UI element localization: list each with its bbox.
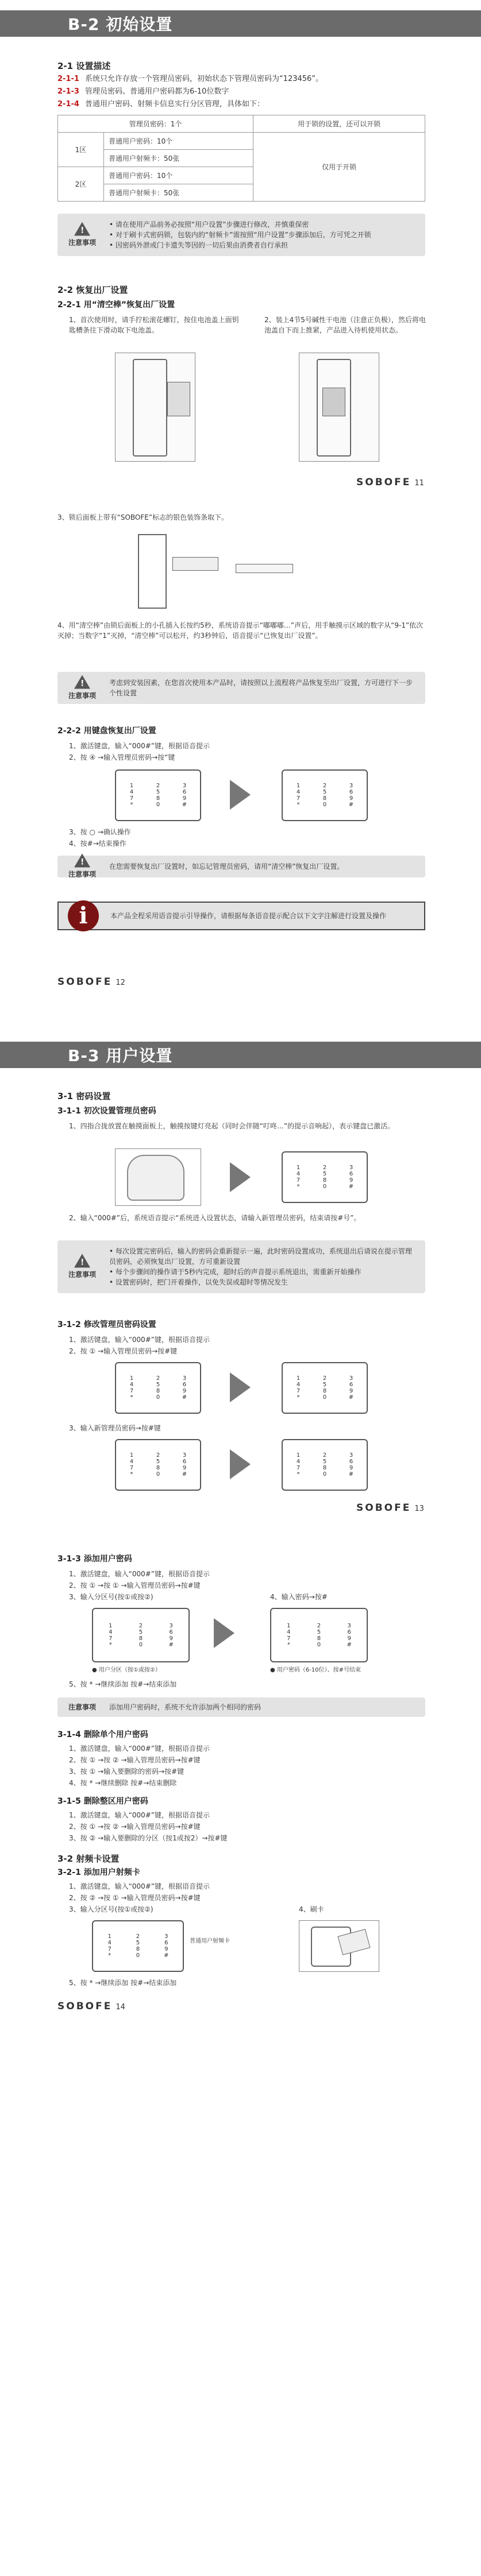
- keypad-key: *: [297, 1471, 300, 1477]
- keypad-key: #: [347, 1641, 352, 1648]
- keypad-key: 5: [322, 1382, 327, 1388]
- heading-2-2-2: 2-2-2 用键盘恢复出厂设置: [57, 726, 156, 736]
- keypad-key: 3: [169, 1622, 173, 1629]
- keypad-key: 4: [129, 789, 134, 795]
- d-step-2: 2、按 ① →按 ② →输入管理员密码→按#键: [69, 1756, 201, 1764]
- step-3-text: 3、锁后面板上带有“SOBOFE”标志的银色装饰条取下。: [57, 513, 229, 521]
- keypad-key: *: [109, 1641, 112, 1648]
- keypad-key: 1: [129, 783, 134, 789]
- keypad-key: 4: [296, 1382, 301, 1388]
- p-step-1: 1、四指合拢放置在触摸面板上，触摸按键灯亮起（同时会伴随“叮咚…”的提示音响起），表示键盘已激活。: [69, 1122, 395, 1130]
- keypad-key: 7: [287, 1635, 291, 1642]
- hand-touch-illustration: [115, 1148, 201, 1206]
- keypad-key: 3: [182, 1452, 187, 1459]
- keypad-key: 3: [182, 1375, 187, 1382]
- keypad-key: 7: [129, 795, 134, 802]
- a-step-3: 3、输入分区号(按①或按②): [69, 1593, 153, 1601]
- keypad-key: 7: [129, 1465, 134, 1471]
- c-step-2: 2、按 ② →按 ① →输入管理员密码→按#键: [69, 1894, 201, 1902]
- c-step-3: 3、输入分区号(按①或按②): [69, 1905, 153, 1913]
- a-caption-2: ● 用户密码（6-10位）、按#号结束: [270, 1667, 361, 1673]
- keypad-key: 5: [317, 1629, 321, 1635]
- keypad-key: 2: [156, 783, 160, 789]
- keypad-key: 7: [296, 1388, 301, 1394]
- item-2-1-3: 2-1-3 管理员密码、普通用户密码都为6-10位数字: [57, 87, 229, 96]
- keypad-key: #: [348, 1394, 354, 1401]
- a-step-5: 5、按 * →继续添加 按#→结束添加: [69, 1680, 177, 1688]
- brand-logo-p12: SOBOFE 12: [57, 976, 125, 988]
- keypad-key: 1: [129, 1452, 134, 1459]
- keypad-key: 7: [296, 1177, 301, 1183]
- keypad-key: 5: [136, 1940, 140, 1946]
- note-box-3: ! 注意事项 在您需要恢复出厂设置时，如忘记管理员密码，请用“清空棒”恢复出厂设置。: [57, 856, 425, 877]
- keypad-key: 4: [129, 1382, 134, 1388]
- keypad-key: 0: [322, 1183, 327, 1190]
- keypad-key: #: [182, 802, 187, 808]
- battery-install-illustration: [299, 353, 379, 462]
- keypad-key: 8: [317, 1635, 321, 1642]
- d-step-3: 3、按 ① →输入要删除的密码→按#键: [69, 1767, 184, 1776]
- keypad-key: 8: [156, 1388, 160, 1394]
- heading-3-1-3: 3-1-3 添加用户密码: [57, 1554, 132, 1564]
- step-4-text: 4、用“清空棒”由锁后面板上的小孔插入长按约5秒，系统语音提示“嘟嘟嘟…”声后，用手触摸示区域的数字从“9-1”依次灭掉；当数字“1”灭掉，“清空棒”可以松开，约3秒钟后，语音提示“已恢复出厂设置”。: [57, 621, 424, 640]
- keypad-key: 5: [156, 789, 160, 795]
- keypad-key: 9: [182, 1388, 187, 1394]
- k-step-3: 3、按 ○ →确认操作: [69, 828, 131, 836]
- e-step-2: 2、按 ① →按 ② →输入管理员密码→按#键: [69, 1823, 201, 1831]
- keypad-key: 2: [322, 783, 327, 789]
- warning-icon: ! 注意事项: [64, 854, 100, 880]
- keypad-key: 9: [349, 1465, 353, 1471]
- keypad-key: 1: [129, 1375, 134, 1382]
- keypad-key: 8: [322, 1177, 327, 1183]
- keypad-illustration: [115, 1439, 201, 1491]
- keypad-key: 1: [287, 1622, 291, 1629]
- keypad-key: 9: [349, 1177, 353, 1183]
- keypad-key: 2: [156, 1375, 160, 1382]
- keypad-key: 3: [349, 1165, 353, 1171]
- keypad-key: 6: [182, 1459, 187, 1465]
- keypad-key: #: [182, 1394, 187, 1401]
- keypad-illustration: [282, 769, 368, 821]
- keypad-key: 2: [317, 1622, 321, 1629]
- keypad-illustration: [92, 1608, 190, 1662]
- section-band-b3: B-3 用户设置: [0, 1042, 481, 1068]
- section-band-b2: B-2 初始设置: [0, 10, 481, 37]
- k-step-1: 1、激活键盘，输入“000#”键，根据语音提示: [69, 742, 210, 750]
- keypad-key: 1: [296, 1452, 301, 1459]
- keypad-key: 5: [156, 1459, 160, 1465]
- keypad-key: 7: [129, 1388, 134, 1394]
- heading-3-1-2: 3-1-2 修改管理员密码设置: [57, 1320, 156, 1329]
- keypad-key: 4: [109, 1629, 113, 1635]
- keypad-key: *: [297, 1394, 300, 1401]
- keypad-key: 0: [322, 1471, 327, 1477]
- p-step-2: 2、输入“000#”后，系统语音提示“系统进入设置状态，请输入新管理员密码，结束请按#号”。: [69, 1214, 361, 1222]
- keypad-key: 5: [156, 1382, 160, 1388]
- keypad-key: 0: [156, 1394, 160, 1401]
- keypad-key: 1: [296, 1165, 301, 1171]
- keypad-key: 4: [296, 1459, 301, 1465]
- heading-2-2-1: 2-2-1 用“清空棒”恢复出厂设置: [57, 300, 175, 310]
- keypad-key: 5: [322, 789, 327, 795]
- keypad-key: 1: [109, 1622, 113, 1629]
- warning-icon: ! 注意事项: [64, 1254, 100, 1280]
- keypad-key: 9: [349, 1388, 353, 1394]
- keypad-illustration: [282, 1362, 368, 1414]
- keypad-key: 2: [136, 1933, 140, 1940]
- arrow-right-icon: [230, 1449, 251, 1479]
- a-step-2: 2、按 ① →按 ① →输入管理员密码→按#键: [69, 1581, 201, 1589]
- keypad-key: *: [297, 1183, 300, 1190]
- note-box-5: 注意事项 添加用户密码时，系统不允许添加两个相同的密码: [57, 1697, 425, 1717]
- keypad-key: #: [164, 1952, 169, 1959]
- keypad-illustration: [92, 1920, 184, 1972]
- keypad-key: #: [182, 1471, 187, 1477]
- heading-3-2: 3-2 射频卡设置: [57, 1854, 120, 1864]
- keypad-key: 0: [156, 1471, 160, 1477]
- e-step-3: 3、按 ② →输入要删除的分区（按1或按2）→按#键: [69, 1834, 228, 1842]
- k-step-4: 4、按#→结束操作: [69, 840, 126, 848]
- keypad-key: #: [348, 1471, 354, 1477]
- keypad-key: 0: [322, 802, 327, 808]
- keypad-key: 2: [138, 1622, 143, 1629]
- keypad-key: 6: [169, 1629, 173, 1635]
- step-1-text: 1、首次使用时，请手拧松滚花螺钉，按住电池盖上面钥匙槽条往下滑动取下电池盖。: [69, 316, 239, 334]
- keypad-key: 4: [107, 1940, 111, 1946]
- keypad-key: 3: [164, 1933, 168, 1940]
- keypad-key: #: [348, 802, 354, 808]
- heading-2-2: 2-2 恢复出厂设置: [57, 285, 128, 295]
- keypad-key: 1: [296, 1375, 301, 1382]
- keypad-illustration: [270, 1608, 368, 1662]
- card-swipe-illustration: [299, 1920, 379, 1972]
- m-step-2: 2、按 ① →输入管理员密码→按#键: [69, 1347, 178, 1355]
- keypad-key: 9: [182, 795, 187, 802]
- keypad-key: 9: [182, 1465, 187, 1471]
- heading-3-2-1: 3-2-1 添加用户射频卡: [57, 1868, 140, 1877]
- keypad-key: 5: [138, 1629, 143, 1635]
- a-step-1: 1、激活键盘，输入“000#”键，根据语音提示: [69, 1570, 210, 1578]
- keypad-key: 9: [164, 1946, 168, 1952]
- keypad-key: *: [130, 1471, 133, 1477]
- arrow-right-icon: [230, 1162, 251, 1192]
- keypad-key: *: [130, 802, 133, 808]
- keypad-key: 8: [322, 1465, 327, 1471]
- k-step-2: 2、按 ④ →输入管理员密码→按“键: [69, 753, 175, 761]
- arrow-right-icon: [230, 780, 251, 810]
- keypad-illustration: [282, 1151, 368, 1203]
- keypad-key: 9: [349, 795, 353, 802]
- decor-strip-illustration: [115, 534, 322, 609]
- e-step-1: 1、激活键盘，输入“000#”键，根据语音提示: [69, 1811, 210, 1819]
- keypad-key: 6: [349, 1382, 353, 1388]
- keypad-key: *: [130, 1394, 133, 1401]
- m-step-1: 1、激活键盘，输入“000#”键，根据语音提示: [69, 1336, 210, 1344]
- keypad-key: *: [297, 802, 300, 808]
- keypad-key: 4: [296, 789, 301, 795]
- brand-logo-p13: SOBOFE 13: [356, 1502, 424, 1514]
- keypad-key: 6: [182, 1382, 187, 1388]
- keypad-key: *: [287, 1641, 290, 1648]
- keypad-key: 2: [322, 1375, 327, 1382]
- keypad-key: #: [168, 1641, 174, 1648]
- heading-3-1-5: 3-1-5 删除整区用户密码: [57, 1797, 148, 1806]
- keypad-key: 1: [107, 1933, 111, 1940]
- arrow-right-icon: [230, 1372, 251, 1402]
- warning-icon: ! 注意事项: [64, 675, 100, 701]
- keypad-key: 7: [107, 1946, 111, 1952]
- keypad-key: 0: [156, 802, 160, 808]
- keypad-key: 3: [347, 1622, 351, 1629]
- keypad-key: 6: [347, 1629, 351, 1635]
- keypad-key: 3: [349, 1452, 353, 1459]
- d-step-4: 4、按 * →继续删除 按#→结束删除: [69, 1779, 177, 1787]
- keypad-key: 6: [349, 1459, 353, 1465]
- keypad-key: 9: [347, 1635, 351, 1642]
- c-caption: 普通用户射频卡: [190, 1938, 230, 1944]
- keypad-key: 3: [349, 1375, 353, 1382]
- c-step-4: 4、刷卡: [299, 1905, 324, 1913]
- keypad-key: 6: [349, 789, 353, 795]
- keypad-key: 2: [322, 1452, 327, 1459]
- c-step-5: 5、按 * →继续添加 按#→结束添加: [69, 1979, 177, 1987]
- keypad-illustration: [115, 1362, 201, 1414]
- keypad-key: 8: [156, 1465, 160, 1471]
- item-2-1-4: 2-1-4 普通用户密码、射频卡信息实行分区管理，具体如下：: [57, 100, 264, 109]
- info-box: i 本产品全程采用语音提示引导操作，请根据每条语音提示配合以下文字注解进行设置及操作: [57, 902, 425, 930]
- keypad-key: 8: [138, 1635, 143, 1642]
- keypad-key: 8: [322, 1388, 327, 1394]
- keypad-key: 8: [136, 1946, 140, 1952]
- keypad-key: 2: [156, 1452, 160, 1459]
- keypad-key: 9: [169, 1635, 173, 1642]
- keypad-key: 3: [182, 783, 187, 789]
- keypad-key: 5: [322, 1171, 327, 1177]
- keypad-key: 4: [287, 1629, 291, 1635]
- heading-3-1-4: 3-1-4 删除单个用户密码: [57, 1730, 148, 1739]
- c-step-1: 1、激活键盘，输入“000#”键，根据语音提示: [69, 1882, 210, 1890]
- keypad-key: 1: [296, 783, 301, 789]
- m-step-3: 3、输入新管理员密码→按#键: [69, 1424, 161, 1432]
- info-icon: i: [68, 900, 99, 931]
- warning-icon: ! 注意事项: [64, 222, 100, 248]
- keypad-key: 6: [349, 1171, 353, 1177]
- note-box-4: ! 注意事项 • 每次设置完密码后，输入的密码会重新提示一遍，此时密码设置成功，系统退出后请说在提示管理员密码，必须恢复出厂设置，方可重新设置 • 每个步骤间的操作请于5秒内完成，超时后的声音提示系统退出，需重新开始操作 • 设置密码时，把门开着操作，以免失误或超时等情况发生: [57, 1240, 425, 1293]
- partition-table: 管理员密码：1个 用于锁的设置，还可以开锁 1区 普通用户密码：10个 仅用于开锁 普通用户射频卡：50张 2区 普通用户密码：10个 普通用户射频卡：50张: [57, 115, 425, 202]
- keypad-illustration: [282, 1439, 368, 1491]
- heading-3-1: 3-1 密码设置: [57, 1091, 111, 1101]
- keypad-key: 5: [322, 1459, 327, 1465]
- keypad-illustration: [115, 769, 201, 821]
- keypad-key: 7: [296, 795, 301, 802]
- item-2-1-1: 2-1-1 系统只允许存放一个管理员密码，初始状态下管理员密码为“123456”。: [57, 75, 324, 83]
- brand-logo-p14: SOBOFE 14: [57, 2001, 125, 2012]
- brand-logo-p11: SOBOFE 11: [356, 477, 424, 488]
- keypad-key: 8: [156, 795, 160, 802]
- keypad-key: 7: [109, 1635, 113, 1642]
- a-step-4: 4、输入密码→按#: [270, 1593, 328, 1601]
- step-2-text: 2、装上4节5号碱性干电池（注意正负极），然后将电池盖自下而上推紧，产品进入待机使用状态。: [264, 316, 426, 334]
- battery-cover-illustration: [115, 353, 195, 462]
- heading-2-1: 2-1 设置描述: [57, 61, 111, 71]
- keypad-key: 7: [296, 1465, 301, 1471]
- keypad-key: 4: [296, 1171, 301, 1177]
- heading-3-1-1: 3-1-1 初次设置管理员密码: [57, 1107, 156, 1116]
- keypad-key: 8: [322, 795, 327, 802]
- keypad-key: *: [108, 1952, 111, 1959]
- warning-icon: 注意事项: [68, 1703, 96, 1711]
- d-step-1: 1、激活键盘，输入“000#”键，根据语音提示: [69, 1745, 210, 1753]
- keypad-key: 4: [129, 1459, 134, 1465]
- keypad-key: 0: [322, 1394, 327, 1401]
- keypad-key: 6: [164, 1940, 168, 1946]
- keypad-key: #: [348, 1183, 354, 1190]
- keypad-key: 2: [322, 1165, 327, 1171]
- note-box-1: ! 注意事项 • 请在使用产品前务必按照“用户设置”步骤进行修改，并慎重保密 • 对于刷卡式密码锁，包装内的“射频卡”需按照“用户设置”步骤添加后，方可凭之开锁 • 因密码外泄或门卡遗失等因的一切后果由消费者自行承担: [57, 214, 425, 256]
- keypad-key: 0: [317, 1641, 321, 1648]
- keypad-key: 0: [138, 1641, 143, 1648]
- arrow-right-icon: [214, 1618, 234, 1648]
- a-caption-1: ● 用户分区（按①或按②）: [92, 1667, 161, 1673]
- note-box-2: ! 注意事项 考虑到安装因素，在您首次使用本产品时，请按照以上流程将产品恢复至出厂设置，方可进行下一步个性设置: [57, 672, 425, 704]
- keypad-key: 0: [136, 1952, 140, 1959]
- keypad-key: 6: [182, 789, 187, 795]
- keypad-key: 3: [349, 783, 353, 789]
